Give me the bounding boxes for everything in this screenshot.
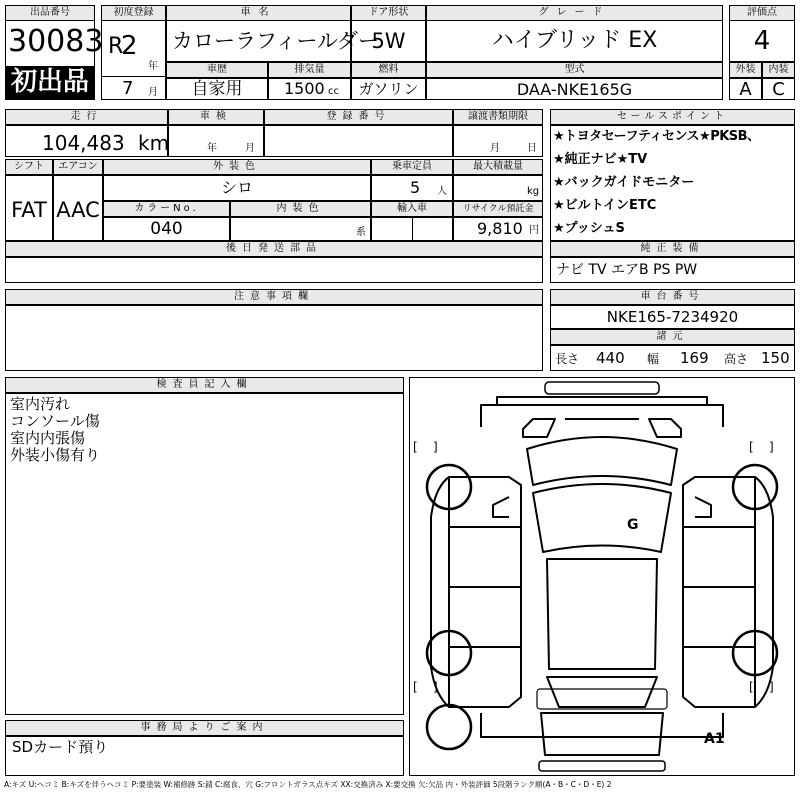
ac-value: AAC [53,175,103,241]
inspector-note: 外装小傷有り [10,446,101,464]
car-diagram [409,377,795,776]
interior-color-label: 内装色 [230,201,371,217]
mileage-label: 走行 [5,109,168,125]
chassis-number: NKE165-7234920 [550,305,795,329]
mileage-value: 104,483 [42,131,125,155]
later-parts-cell [5,257,543,283]
year-unit: 年 [148,61,158,72]
ac-label: エアコン [53,159,103,175]
transfer-month-unit: 月 [490,143,500,154]
later-parts-label: 後日発送部品 [5,241,543,257]
width-value: 169 [680,349,709,367]
svg-text:[: [ [749,680,754,694]
color-value: シロ [103,175,371,201]
inspector-note: コンソール傷 [10,412,100,430]
loadcap-label: 最大積載量 [453,159,543,175]
reg-month: 7 [122,78,134,99]
svg-text:]: ] [769,680,774,694]
import-label: 輸入車 [371,201,453,217]
notes-label: 注意事項欄 [5,289,543,305]
inspector-label: 検査員記入欄 [5,377,404,393]
recycle-label: リサイクル預託金 [453,201,543,217]
shift-value: FAT [5,175,53,241]
width-label: 幅 [647,352,660,366]
capacity-unit: 人 [437,186,447,197]
displacement-value: 1500 [284,79,325,98]
color-label: 外装色 [103,159,371,175]
length-label: 長さ [555,352,580,366]
fuel-value: ガソリン [351,78,426,100]
capacity-label: 乗車定員 [371,159,453,175]
dimensions-label: 諸元 [550,329,795,345]
door-label: ドア形状 [351,5,426,21]
shift-label: シフト [5,159,53,175]
import-divider [412,217,413,241]
svg-text:]: ] [433,440,438,454]
chassis-label: 車台番号 [550,289,795,305]
era-letter: R [108,34,124,59]
office-text: SDカード預り [12,738,109,756]
interior-grade-label: 内装 [762,62,795,78]
car-name: カローラフィールダー [172,29,380,53]
reg-no-label: 登録番号 [264,109,453,125]
capacity-value: 5 [410,178,421,197]
svg-text:[: [ [749,440,754,454]
genuine-value: ナビ TV エアB PS PW [556,262,698,278]
svg-text:]: ] [433,680,438,694]
legend-text: A:キズ U:ヘコミ B:キズを伴うヘコミ P:要塗装 W:補修跡 S:錆 C:腐食、穴 G:フロントガラス点キズ XX:交換済み X:要交換 欠:欠品 内・外装評価 5段階ランク順(A・B・C・D・E) 2 [4,780,612,789]
grade-label: グレード [426,5,723,21]
svg-text:[: [ [413,440,418,454]
month-unit: 月 [148,87,158,98]
genuine-label: 純正装備 [550,241,795,257]
interior-color-unit: 系 [356,227,366,238]
first-reg-divider [101,76,166,77]
lot-label: 出品番号 [5,5,95,21]
damage-mark-g: G [627,517,639,533]
height-label: 高さ [724,352,749,366]
grade-value: ハイブリッド EX [491,28,658,53]
fuel-label: 燃料 [351,62,426,78]
lot-number: 30083 [8,24,104,59]
damage-mark-a1: A1 [704,731,725,747]
sales-point-item: ★純正ナビ★TV [553,152,648,167]
length-value: 440 [596,349,625,367]
transfer-day-unit: 日 [527,143,537,154]
office-label: 事務局よりご案内 [5,720,404,736]
mileage-unit: km [138,131,170,155]
displacement-unit: cc [328,86,339,97]
transfer-label: 譲渡書類期限 [453,109,543,125]
inspection-label: 車検 [168,109,264,125]
svg-text:]: ] [769,440,774,454]
model-label: 型式 [426,62,723,78]
interior-grade: C [762,78,795,100]
loadcap-unit: kg [527,186,540,197]
displacement-label: 排気量 [268,62,351,78]
svg-text:[: [ [413,680,418,694]
inspector-note: 室内内張傷 [10,429,86,447]
first-listing-badge: 初出品 [6,66,94,99]
dimensions-cell [550,345,795,371]
sales-point-item: ★プッシュS [553,221,625,236]
inspector-note: 室内汚れ [10,395,71,413]
score-label: 評価点 [729,5,795,21]
score-value: 4 [753,26,771,56]
color-no-value: 040 [103,217,230,241]
recycle-value: 9,810 [477,219,523,238]
sales-point-item: ★ビルトインETC [553,198,657,213]
color-no-label: カラーNo. [103,201,230,217]
model-value: DAA-NKE165G [426,78,723,100]
recycle-unit: 円 [529,225,539,236]
sales-point-item: ★トヨタセーフティセンス★PKSB、 [553,129,760,144]
interior-color-cell [230,217,371,241]
reg-year: 2 [121,31,138,61]
history-label: 車歴 [166,62,268,78]
inspection-year-unit: 年 [207,143,217,154]
exterior-grade: A [729,78,762,100]
history-value: 自家用 [166,78,268,100]
car-name-label: 車名 [166,5,351,21]
inspection-month-unit: 月 [245,143,255,154]
reg-no-cell [264,125,453,157]
notes-box [5,305,543,371]
sales-point-item: ★バックガイドモニター [553,175,695,190]
first-reg-label: 初度登録 [101,5,166,21]
exterior-grade-label: 外装 [729,62,762,78]
door-value: 5W [371,29,406,53]
sales-points-label: セールスポイント [550,109,795,125]
height-value: 150 [761,349,790,367]
